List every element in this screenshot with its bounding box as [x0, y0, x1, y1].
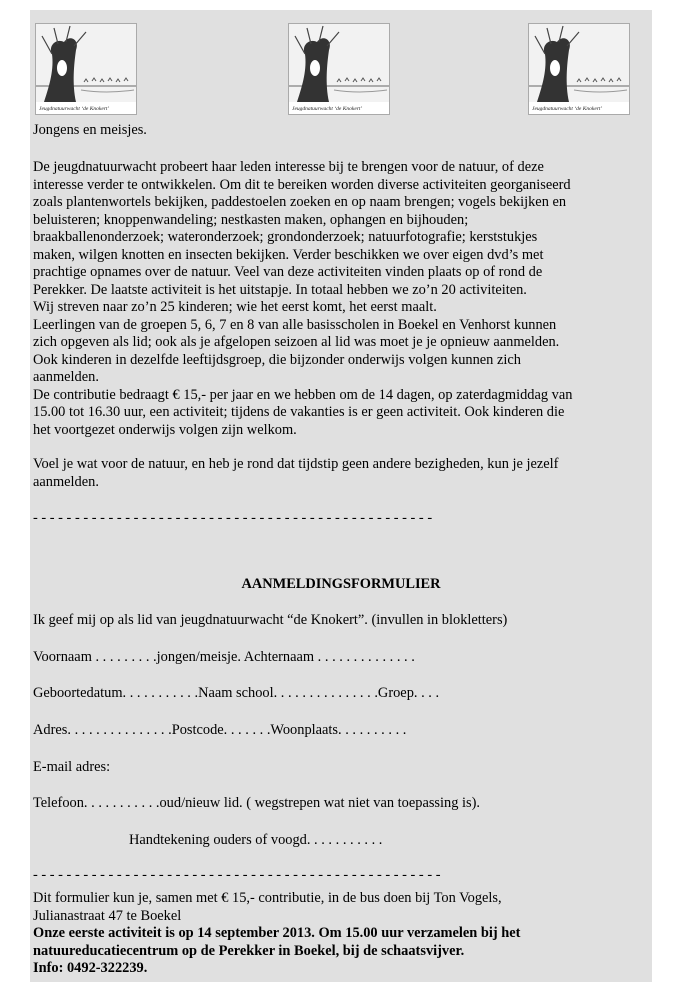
form-intro: Ik geef mij op als lid van jeugdnatuurwacht “de Knokert”. (invullen in blokletters) [33, 612, 508, 628]
logo-caption: Jeugdnatuurwacht ‘de Knokert’ [39, 106, 110, 112]
paragraph-line: Voel je wat voor de natuur, en heb je rond dat tijdstip geen andere bezigheden, kun je jezelf [33, 456, 559, 472]
form-field-birthdate-school: Geboortedatum. . . . . . . . . . .Naam school. . . . . . . . . . . . . . .Groep. . . . [33, 685, 440, 701]
footer-line: Julianastraat 47 te Boekel [33, 907, 182, 924]
form-field-name: Voornaam . . . . . . . . .jongen/meisje. Achternaam . . . . . . . . . . . . . . [33, 649, 415, 665]
footer-info: Info: 0492-322239. [33, 960, 148, 976]
paragraph-line: maken, wilgen knotten en insecten bekijken. Verder beschikken we over eigen dvd’s met [33, 246, 544, 263]
form-field-address: Adres. . . . . . . . . . . . . . .Postcode. . . . . . .Woonplaats. . . . . . . . . . [33, 722, 407, 738]
form-title: AANMELDINGSFORMULIER [241, 576, 441, 592]
paragraph-line: De jeugdnatuurwacht probeert haar leden interesse bij te brengen voor de natuur, of deze [33, 159, 544, 175]
paragraph-line: aanmelden. [33, 369, 99, 385]
paragraph-line: prachtige opnames over de natuur. Veel van deze activiteiten vinden plaats op of rond de [33, 264, 543, 280]
paragraph-line: Ook kinderen in dezelfde leeftijdsgroep, die bijzonder onderwijs volgen kunnen zich [33, 351, 521, 368]
footer-bold-line: Onze eerste activiteit is op 14 september 2013. Om 15.00 uur verzamelen bij het [33, 925, 521, 941]
paragraph-line: De contributie bedraagt € 15,- per jaar en we hebben om de 14 dagen, op zaterdagmiddag van [33, 386, 573, 403]
logo-center [288, 23, 390, 115]
paragraph-line: Perekker. De laatste activiteit is het uitstapje. In totaal hebben we zo’n 20 activiteiten. [33, 281, 527, 298]
paragraph-line: aanmelden. [33, 473, 99, 490]
paragraph-line: zich opgeven als lid; ook als je afgelopen seizoen al lid was moet je je opnieuw aanmelden. [33, 334, 560, 350]
paragraph-line: het voortgezet onderwijs volgen zijn welkom. [33, 421, 297, 438]
form-field-phone: Telefoon. . . . . . . . . . .oud/nieuw lid. ( wegstrepen wat niet van toepassing is). [33, 795, 481, 811]
cut-line: - - - - - - - - - - - - - - - - - - - - - - - - - - - - - - - - - - - - - - - - - - - - - - - - [33, 510, 433, 526]
paragraph-line: braakballenonderzoek; wateronderzoek; grondonderzoek; natuurfotografie; kerststukjes [33, 229, 538, 245]
paragraph-line: Wij streven naar zo’n 25 kinderen; wie het eerst komt, het eerst maalt. [33, 299, 437, 315]
document-page [30, 10, 652, 982]
form-field-signature: Handtekening ouders of voogd. . . . . . . . . . . [129, 832, 383, 848]
form-field-email: E-mail adres: [33, 759, 111, 775]
paragraph-line: Leerlingen van de groepen 5, 6, 7 en 8 van alle basisscholen in Boekel en Venhorst kunnen [33, 316, 557, 333]
paragraph-line: zoals plantenwortels bekijken, paddestoelen zoeken en op naam brengen; vogels bekijken en [33, 194, 567, 210]
footer-bold-line: natuureducatiecentrum op de Perekker in Boekel, bij de schaatsvijver. [33, 942, 465, 959]
logo-right [528, 23, 630, 115]
logo-left [35, 23, 137, 115]
greeting: Jongens en meisjes. [33, 122, 147, 138]
paragraph-line: 15.00 tot 16.30 uur, een activiteit; tijdens de vakanties is er geen activiteit. Ook kinderen die [33, 404, 565, 420]
cut-line: - - - - - - - - - - - - - - - - - - - - - - - - - - - - - - - - - - - - - - - - - - - - - - - - - [33, 867, 441, 883]
footer-line: Dit formulier kun je, samen met € 15,- contributie, in de bus doen bij Ton Vogels, [33, 890, 502, 906]
logo-caption: Jeugdnatuurwacht ‘de Knokert’ [532, 106, 603, 112]
logo-caption: Jeugdnatuurwacht ‘de Knokert’ [292, 106, 363, 112]
paragraph-line: interesse verder te ontwikkelen. Om dit te bereiken worden diverse activiteiten georganiseerd [33, 176, 571, 193]
paragraph-line: beluisteren; knoppenwandeling; nestkasten maken, ophangen en bijhouden; [33, 211, 469, 228]
